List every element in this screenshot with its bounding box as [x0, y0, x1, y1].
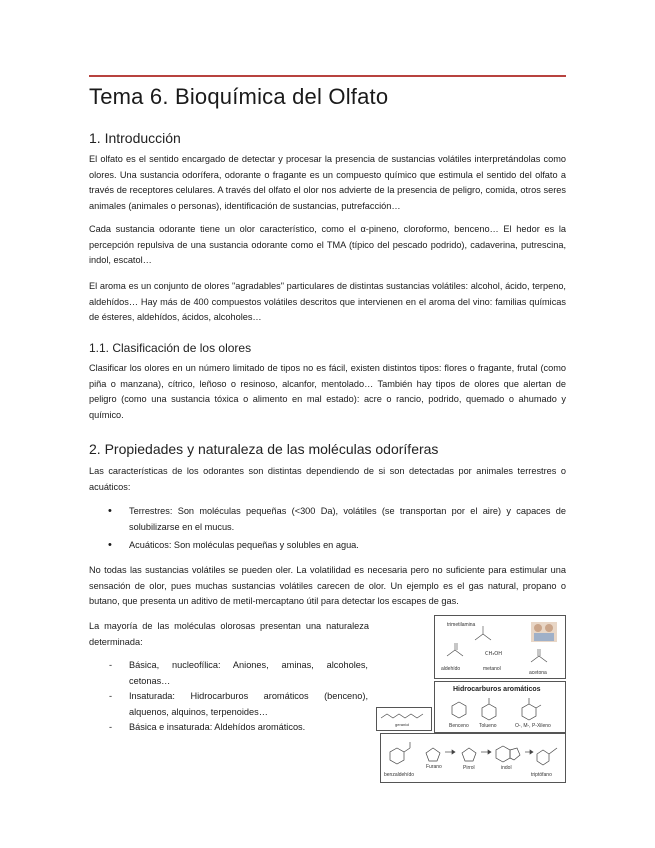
bullet-acuaticos: • Acuáticos: Son moléculas pequeñas y solubles en agua.	[100, 538, 566, 554]
label-acetona: acetona	[529, 670, 547, 676]
label-pirrol: Pirrol	[463, 765, 475, 771]
label-benzaldehido: benzaldehído	[384, 772, 415, 778]
aromatics-title: Hidrocarburos aromáticos	[453, 686, 541, 693]
section-2-paragraph-3: La mayoría de las moléculas olorosas presentan una naturaleza determinada:	[89, 621, 369, 647]
section-1-paragraph-2: Cada sustancia odorante tiene un olor característico, como el α-pineno, cloroformo, benceno… El hedor es la percepción repulsiva de una sustancia odorante como el TMA (típico del pescado podrido), cadaverina, putrescina, indol, escatol…	[89, 224, 566, 266]
nature-dash-list	[100, 658, 368, 736]
dash-basica-insaturada: - Básica e insaturada: Aldehídos aromáticos.	[100, 720, 368, 736]
heterocycles-box	[380, 733, 566, 783]
label-tolueno: Tolueno	[479, 723, 497, 729]
functional-groups-structures	[435, 616, 565, 678]
label-metanol: metanol	[483, 666, 501, 672]
dash-basica: - Básica, nucleofílica: Aniones, aminas, alcoholes, cetonas…	[100, 658, 368, 689]
section-1-paragraph-1: El olfato es el sentido encargado de detectar y procesar la presencia de sustancias volátiles interpretándolas como olores. Una sustancia odorífera, odorante o fragante es un compuesto químico que estimula el sentido del olfato a través de receptores celulares. A través del olfato el olor nos advierte de la presencia de peligro, comida, otros seres animales (animales o personas), identificación de sustancias, putrefacción…	[89, 154, 566, 211]
svg-text:CH₃OH: CH₃OH	[485, 651, 502, 657]
bullet-terrestres: • Terrestres: Son moléculas pequeñas (<300 Da), volátiles (se transportan por el aire) y capaces de solubilizarse en el mucus.	[100, 504, 566, 535]
section-1-paragraph-3: El aroma es un conjunto de olores "agradables" particulares de distintas sustancias volátiles: alcohol, ácido, terpeno, aldehídos… Hay más de 400 compuestos volátiles descritos que intervienen en el aroma del vino: familias químicas de ésteres, aldehídos, ácidos, alcoholes…	[89, 281, 566, 323]
section-2-heading: 2. Propiedades y naturaleza de las moléculas odoríferas	[89, 441, 439, 457]
label-furano: Furano	[426, 764, 442, 770]
page-title: Tema 6. Bioquímica del Olfato	[89, 84, 389, 109]
section-1-1-heading: 1.1. Clasificación de los olores	[89, 341, 252, 355]
label-benceno: Benceno	[449, 723, 469, 729]
section-1-1-paragraph: Clasificar los olores en un número limitado de tipos no es fácil, existen distintos tipos: flores o fragante, frutal (como piña o manzana), cítrico, leñoso o resinoso, alcanfor, mentolado… También hay tipos de olores que alertan de peligro (como una sustancia tóxica o alimento en mal estado): acre o rancio, podrido, quemado o ahumado y químico.	[89, 363, 566, 420]
dash-insaturada: - Insaturada: Hidrocarburos aromáticos (benceno), alquenos, alquinos, terpenoides…	[100, 689, 368, 720]
label-aldehido: aldehído	[441, 666, 461, 672]
label-triptofano: triptófano	[531, 772, 552, 778]
label-xileno: O-, M-, P-Xileno	[515, 723, 551, 729]
odorant-molecules-figure	[376, 615, 566, 783]
geraniol-box	[376, 707, 432, 731]
label-indol: indol	[501, 765, 512, 771]
functional-groups-box	[434, 615, 566, 679]
aromatic-hydrocarbons-box	[434, 681, 566, 733]
title-rule	[89, 75, 566, 77]
section-1-heading: 1. Introducción	[89, 130, 181, 146]
label-trimetilamina: trimetilamina	[447, 622, 476, 628]
section-2-paragraph-2: No todas las sustancias volátiles se pueden oler. La volatilidad es necesaria pero no suficiente para estimular una sensación de olor, pues muchas sustancias volátiles carecen de olor. Un ejemplo es el gas natural, propano o butano, que presenta un aditivo de metil-mercaptano útil para detectar los escapes de gas.	[89, 565, 566, 607]
odorant-bullet-list	[100, 504, 566, 557]
section-2-paragraph-1: Las características de los odorantes son distintas dependiendo de si son detectadas por animales terrestres o acuáticos:	[89, 466, 566, 492]
label-geraniol: geraniol	[395, 722, 410, 727]
